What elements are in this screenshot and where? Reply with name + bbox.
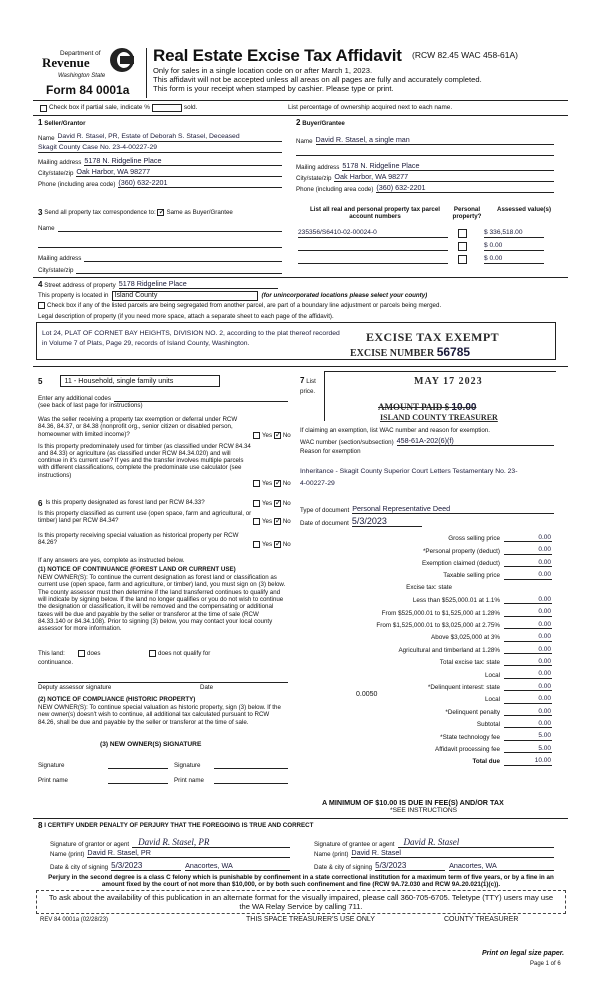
alt-format-text: To ask about the availability of this publication in an alternate format for the visually impaired, please call 360-705-6705. Teletype (TTY) users may use the WA Relay Service by calling 711. <box>48 893 554 912</box>
no-label: No <box>282 432 291 439</box>
street-field[interactable]: 5178 Ridgeline Place <box>119 280 278 289</box>
deputy-signature-label: Deputy assessor signature <box>38 684 112 691</box>
excise-number-row <box>350 346 470 360</box>
parcel-row <box>298 229 554 239</box>
assessed-value-field[interactable]: $ 0.00 <box>484 255 544 264</box>
calc-line-label: Less than $525,000.01 at 1.1% <box>412 597 500 605</box>
header-divider <box>146 48 147 98</box>
partial-sale-label: Check box if partial sale, indicate % <box>49 104 150 112</box>
amount-paid-value: 10.00 <box>451 402 477 413</box>
sec3-name-label: Name <box>38 224 55 232</box>
county-note: (for unincorporated locations please select your county) <box>261 292 428 300</box>
seller-phone-field[interactable]: (360) 632-2201 <box>118 179 282 188</box>
addl-codes-row <box>38 395 288 402</box>
calc-line-value[interactable]: 0.00 <box>504 534 552 542</box>
calc-line-label: *Delinquent interest: state <box>427 684 500 692</box>
this-land-label: This land: <box>38 650 65 657</box>
calc-line <box>300 633 552 641</box>
sec5-q1-answer <box>253 432 291 439</box>
assessed-value-field[interactable]: $ 336,518.00 <box>484 229 544 238</box>
grantor-name-field[interactable]: David R. Stasel, PR <box>87 849 290 858</box>
page-number: Page 1 of 6 <box>530 961 561 967</box>
buyer-mail-label: Mailing address <box>296 164 340 172</box>
subtitle-1: Only for sales in a single location code on or after March 1, 2023. <box>153 66 373 75</box>
notice-2-heading: (2) NOTICE OF COMPLIANCE (HISTORIC PROPERTY) <box>38 696 196 703</box>
calc-line-value[interactable]: 0.00 <box>504 546 552 554</box>
amount-paid <box>378 402 476 414</box>
grantee-name-field[interactable]: David R. Stasel <box>351 849 554 858</box>
state-line: Washington State <box>58 73 106 79</box>
calc-line-label: Exemption claimed (deduct) <box>421 560 500 568</box>
calc-line <box>300 534 552 542</box>
reason-label: Reason for exemption <box>300 448 361 455</box>
legal-desc-label: Legal description of property (if you need more space, attach a separate sheet to each page of the affidavit). <box>38 313 334 320</box>
sec3-text: Send all property tax correspondence to: <box>44 209 156 217</box>
sec6-q3: Is this property receiving special valuation as historical property per RCW 84.26? <box>38 532 239 547</box>
sec3-city-label: City/state/zip <box>38 266 74 274</box>
notice-2-text: NEW OWNER(S): To continue special valuation as historic property, sign (3) below. If the new owner(s) doesn't wish to continue, all additional tax calculated pursuant to RCW 84.26, shall be due and payable by the seller or transferor at the time of sale. <box>38 704 281 726</box>
does-not-qualify-checkbox[interactable] <box>149 650 156 657</box>
calc-line-value[interactable]: 0.00 <box>504 683 552 691</box>
section-1: 1 Seller/Grantor <box>38 118 86 127</box>
grantor-name-label: Name (print) <box>50 851 85 859</box>
calc-line-label: From $1,525,000.01 to $3,025,000 at 2.75% <box>376 622 500 630</box>
grantor-date-field[interactable]: 5/3/2023 <box>111 861 181 871</box>
addl-codes-note: (see back of last page for instructions) <box>38 402 143 410</box>
grantee-date-field[interactable]: 5/3/2023 <box>375 861 445 871</box>
grantor-signature: David R. Stasel, PR <box>138 836 210 847</box>
new-owner-print-field-2[interactable] <box>214 777 288 784</box>
certify-text: I CERTIFY UNDER PENALTY OF PERJURY THAT THE FOREGOING IS TRUE AND CORRECT <box>44 822 314 830</box>
calc-line <box>300 757 552 765</box>
wac-field[interactable]: 458-61A-202(6)(f) <box>397 437 554 446</box>
parcel-row <box>298 255 554 265</box>
new-owner-signature-label-2: Signature <box>174 762 201 769</box>
does-not-label: does not qualify for <box>158 650 211 657</box>
segregation-checkbox[interactable] <box>38 302 45 309</box>
doc-date-field[interactable]: 5/3/2023 <box>352 516 422 527</box>
calc-line <box>300 646 552 654</box>
yes-label: Yes <box>262 432 273 439</box>
sec6-q3-yes-checkbox[interactable] <box>253 541 260 548</box>
sec7-price-label: price. <box>300 388 316 395</box>
addl-codes-label: Enter any additional codes <box>38 395 111 402</box>
sec5-q2-yes-checkbox[interactable] <box>253 480 260 487</box>
calc-line-label: Total excise tax: state <box>439 659 500 667</box>
partial-percent-field[interactable] <box>152 104 182 112</box>
seller-city-field[interactable]: Oak Harbor, WA 98277 <box>76 168 282 177</box>
same-as-buyer-checkbox[interactable] <box>157 209 164 216</box>
calc-line-value[interactable]: 0.00 <box>504 571 552 579</box>
calc-line-value[interactable]: 0.00 <box>504 670 552 678</box>
yes-label: Yes <box>262 518 273 525</box>
grantee-signature: David R. Stasel <box>403 836 460 847</box>
calc-line-value[interactable]: 5.00 <box>504 745 552 753</box>
calc-line-value[interactable]: 0.00 <box>504 658 552 666</box>
sec3-same-label: Same as Buyer/Grantee <box>166 209 233 217</box>
calc-line <box>300 546 552 554</box>
calc-line-value[interactable]: 0.00 <box>504 596 552 604</box>
rev-number: REV 84 0001a (02/28/23) <box>40 917 109 923</box>
section-2: 2 Buyer/Grantee <box>296 118 345 127</box>
calc-line-label: Total due <box>472 758 500 766</box>
calc-line <box>300 608 552 616</box>
sec7-list-label: List <box>306 378 316 385</box>
calc-line-value[interactable]: 0.00 <box>504 621 552 629</box>
calc-line-label: Subtotal <box>476 721 500 729</box>
yes-label: Yes <box>262 480 273 487</box>
sec3-mail-label: Mailing address <box>38 254 82 262</box>
logo-mark-icon <box>110 48 134 72</box>
calc-line-value[interactable]: 0.00 <box>504 608 552 616</box>
notice-1-heading: (1) NOTICE OF CONTINUANCE (FOREST LAND OR CURRENT USE) <box>38 566 236 573</box>
calc-line <box>300 658 552 666</box>
seller-name-label: Name <box>38 134 55 142</box>
stamp-date: MAY 17 2023 <box>414 376 483 387</box>
parcel-number-field[interactable]: 235356/S6410-02-00024-0 <box>298 229 448 238</box>
yes-label: Yes <box>262 541 273 548</box>
ownership-note: List percentage of ownership acquired next to each name. <box>288 104 453 111</box>
calc-line <box>300 720 552 728</box>
minimum-due-note: A MINIMUM OF $10.00 IS DUE IN FEE(S) AND/OR TAX <box>322 798 504 807</box>
buyer-city-field[interactable]: Oak Harbor, WA 98277 <box>334 173 554 182</box>
calc-line-value[interactable]: 0.00 <box>504 646 552 654</box>
calc-line <box>300 683 552 691</box>
revenue-wordmark: Revenue <box>42 55 90 70</box>
sec3-mail-field[interactable] <box>84 254 282 262</box>
sec6-q1-no-checkbox[interactable] <box>274 500 281 507</box>
dept-line: Department of <box>60 50 101 57</box>
calc-line-value[interactable]: 0.00 <box>504 708 552 716</box>
subtitle-2: This affidavit will not be accepted unless all areas on all pages are fully and accurately completed. <box>153 75 482 84</box>
grantor-city-field[interactable]: Anacortes, WA <box>185 862 290 871</box>
sec3-name-field[interactable] <box>58 224 282 232</box>
legal-description-text: Lot 24, PLAT OF CORNET BAY HEIGHTS, DIVISION NO. 2, according to the plat thereof recorded in Volume 7 of Plats, Page 29, records of Island County, Washington. <box>42 330 340 348</box>
form-number: Form 84 0001a <box>46 83 130 97</box>
personal-property-header: Personal property? <box>452 206 482 221</box>
calc-line <box>300 670 552 678</box>
parcel-number-field[interactable] <box>298 242 448 251</box>
calc-line-label: Gross selling price <box>448 535 500 543</box>
grantee-signature-field[interactable] <box>398 836 555 848</box>
does-qualify-checkbox[interactable] <box>78 650 85 657</box>
sec5-q1-yes-checkbox[interactable] <box>253 432 260 439</box>
sec6-q1: Is this property designated as forest land per RCW 84.33? <box>45 499 205 506</box>
calc-line <box>300 745 552 753</box>
county-label: This property is located in <box>38 292 109 300</box>
grantee-name-label: Name (print) <box>314 851 349 859</box>
see-instructions: *SEE INSTRUCTIONS <box>390 807 458 814</box>
amount-paid-label: AMOUNT PAID $ <box>378 402 450 412</box>
calc-line-value[interactable]: 0.00 <box>504 720 552 728</box>
subtitle-3: This form is your receipt when stamped by cashier. Please type or print. <box>153 84 394 93</box>
buyer-mail-field[interactable]: 5178 N. Ridgeline Place <box>342 162 554 171</box>
sec6-note: If any answers are yes, complete as instructed below. <box>38 557 185 564</box>
buyer-name-field[interactable]: David R. Stasel, a single man <box>316 136 554 145</box>
notice-3-heading: (3) NEW OWNER(S) SIGNATURE <box>100 741 202 748</box>
calc-line-value[interactable]: 5.00 <box>504 732 552 740</box>
legal-paper-note: Print on legal size paper. <box>482 950 565 957</box>
calc-line-value[interactable]: 0.00 <box>504 633 552 641</box>
county-select[interactable]: Island County <box>112 291 258 301</box>
sec6-q3-answer <box>253 541 291 548</box>
buyer-name-label: Name <box>296 138 313 146</box>
calc-line-label: Local <box>484 696 500 704</box>
excise-number: 56785 <box>436 345 471 359</box>
calc-line-label: *Delinquent penalty <box>445 708 500 716</box>
land-use-select[interactable]: 11 - Household, single family units <box>60 375 220 387</box>
parcel-header: List all real and personal property tax parcel account numbers <box>310 206 440 221</box>
deputy-signature-line[interactable] <box>38 682 288 683</box>
personal-property-checkbox[interactable] <box>458 229 467 238</box>
partial-sold-label: sold. <box>183 104 198 112</box>
sec6-q2-answer <box>253 518 291 525</box>
assessed-value-field[interactable]: $ 0.00 <box>484 242 544 251</box>
county-treasurer: COUNTY TREASURER <box>444 916 519 923</box>
street-label: Street address of property <box>44 282 116 290</box>
calc-line-label: Local <box>484 671 500 679</box>
calc-line <box>300 571 552 579</box>
calc-line <box>300 621 552 629</box>
excise-number-label: EXCISE NUMBER <box>350 348 435 359</box>
new-owner-signature-field[interactable] <box>108 762 168 769</box>
calc-line-label: Excise tax: state <box>406 583 452 591</box>
calc-line-label: Taxable selling price <box>443 572 500 580</box>
sec5-q2-no-checkbox[interactable] <box>274 480 281 487</box>
doc-type-field[interactable]: Personal Representative Deed <box>352 505 554 514</box>
treasurer-only: THIS SPACE TREASURER'S USE ONLY <box>246 916 375 923</box>
sec5-q1-no-checkbox[interactable] <box>274 432 281 439</box>
seller-city-label: City/state/zip <box>38 170 74 178</box>
calc-line-value[interactable]: 0.00 <box>504 695 552 703</box>
addl-codes-field[interactable] <box>114 395 288 402</box>
new-owner-print-field[interactable] <box>108 777 168 784</box>
local-rate: 0.0050 <box>356 691 378 698</box>
calc-line-label: Agricultural and timberland at 1.28% <box>398 646 500 654</box>
notice-1-text: NEW OWNER(S): To continue the current designation as forest land or classification as current use (open space, farm and agriculture, or timber) land, you must sign on (3) below. The county assessor must then determine if the land transferred continues to qualify and will indicate by signing below. If the land no longer qualifies or you do not wish to continue the designation or classification, it will be removed and the compensating or additional taxes will be due and payable by the seller or transferor at the time of sale (RCW 84.33.140 or 84.34.108). Prior to signing (3) below, you may contact your local county assessor for more information. <box>38 574 286 633</box>
exempt-instruction: If claiming an exemption, list WAC number and reason for exemption. <box>300 427 490 434</box>
calc-line <box>300 708 552 716</box>
seller-heading: Seller/Grantor <box>44 120 86 127</box>
seller-mail-label: Mailing address <box>38 159 82 167</box>
treasurer-stamp: ISLAND COUNTY TREASURER <box>380 413 498 422</box>
personal-property-checkbox[interactable] <box>458 255 467 264</box>
grantor-date-label: Date & city of signing <box>50 864 109 872</box>
new-owner-print-label: Print name <box>38 777 68 784</box>
personal-property-checkbox[interactable] <box>458 242 467 251</box>
reason-field[interactable]: Inheritance - Skagit County Superior Court Letters Testamentary No. 23-4-00227-29 <box>300 468 518 487</box>
seller-name-field[interactable]: David R. Stasel, PR, Estate of Deborah S. Stasel, Deceased <box>58 133 282 142</box>
grantor-signature-field[interactable] <box>132 836 290 848</box>
seller-case-field[interactable]: Skagit County Case No. 23-4-00227-29 <box>38 144 282 153</box>
grantee-city-field[interactable]: Anacortes, WA <box>449 862 554 871</box>
buyer-heading: Buyer/Grantee <box>302 120 345 127</box>
new-owner-print-label-2: Print name <box>174 777 204 784</box>
wac-label: WAC number (section/subsection) <box>300 439 394 447</box>
calc-line-label: *Personal property (deduct) <box>422 547 500 555</box>
segregation-label: Check box if any of the listed parcels are being segregated from another parcel, are part of a boundary line adjustment or parcels being merged. <box>47 302 442 309</box>
sec5-q2: Is this property predominately used for timber (as classified under RCW 84.34 and 84.33) or agriculture (as classified under RCW 84.34.020) and will continue in it's current use? If yes and the transfer involves multiple parcels with different classifications, complete the predominate use calculator (see instructions) <box>38 443 251 479</box>
seller-phone-label: Phone (including area code) <box>38 181 116 189</box>
sec6-q3-no-checkbox[interactable] <box>274 541 281 548</box>
sec6-q2-yes-checkbox[interactable] <box>253 518 260 525</box>
calc-line <box>300 695 552 703</box>
new-owner-signature-field-2[interactable] <box>214 762 288 769</box>
sec5-q1: Was the seller receiving a property tax exemption or deferral under RCW 84.36, 84.37, or 84.38 (nonprofit org., senior citizen or disabled person, homeowner with limited income)? <box>38 416 238 438</box>
calc-line-label: From $525,000.01 to $1,525,000 at 1.28% <box>381 609 500 617</box>
calc-line-value[interactable]: 10.00 <box>504 757 552 765</box>
sec6-q2-no-checkbox[interactable] <box>274 518 281 525</box>
parcel-number-field[interactable] <box>298 255 448 264</box>
calc-line <box>300 584 552 591</box>
form-title: Real Estate Excise Tax Affidavit <box>153 46 402 65</box>
partial-sale-checkbox[interactable] <box>40 105 47 112</box>
parcel-row <box>298 242 554 252</box>
doc-date-label: Date of document <box>300 520 349 528</box>
yes-label: Yes <box>262 500 273 507</box>
form-rcw: (RCW 82.45 WAC 458-61A) <box>412 50 518 60</box>
grantee-signature-label: Signature of grantee or agent <box>314 840 395 848</box>
no-label: No <box>282 518 291 525</box>
continuance-label: continuance. <box>38 659 74 666</box>
alt-format-box <box>36 890 566 914</box>
no-label: No <box>282 480 291 487</box>
buyer-phone-field[interactable]: (360) 632-2201 <box>376 184 554 193</box>
seller-mail-field[interactable]: 5178 N. Ridgeline Place <box>84 157 282 166</box>
calc-line-label: Above $3,025,000 at 3% <box>431 634 500 642</box>
sec5-q2-answer <box>253 480 291 487</box>
partial-sale-row <box>40 104 197 112</box>
calc-line-label: Affidavit processing fee <box>435 746 500 754</box>
buyer-city-label: City/state/zip <box>296 175 332 183</box>
sec3-city-field[interactable] <box>76 266 282 274</box>
sec6-q1-answer <box>253 500 291 507</box>
doc-type-label: Type of document <box>300 507 350 515</box>
no-label: No <box>282 541 291 548</box>
assessed-value-header: Assessed value(s) <box>497 206 551 213</box>
grantor-signature-label: Signature of grantor or agent <box>50 840 130 848</box>
calc-line <box>300 732 552 740</box>
excise-stamp-title: EXCISE TAX EXEMPT <box>366 330 500 344</box>
new-owner-signature-label: Signature <box>38 762 65 769</box>
calc-line-value[interactable]: 0.00 <box>504 559 552 567</box>
no-label: No <box>282 500 291 507</box>
does-label: does <box>87 650 101 657</box>
perjury-notice: Perjury in the second degree is a class C felony which is punishable by confinement in a state correctional institution for a maximum term of five years, or by a fine in an amount fixed by the court of not more than $10,000, or by both such confinement and fine (RCW 9A.72.030 and RCW 9A.20.021(1)(c)). <box>48 874 554 889</box>
sec6-q2: Is this property classified as current use (open space, farm and agricultural, or timber) land per RCW 84.34? <box>38 510 252 525</box>
calc-line <box>300 559 552 567</box>
deputy-date-label: Date <box>200 684 214 691</box>
grantee-date-label: Date & city of signing <box>314 864 373 872</box>
calc-line <box>300 596 552 604</box>
sec6-q1-yes-checkbox[interactable] <box>253 500 260 507</box>
calc-line-label: *State technology fee <box>440 733 500 741</box>
buyer-phone-label: Phone (including area code) <box>296 186 374 194</box>
